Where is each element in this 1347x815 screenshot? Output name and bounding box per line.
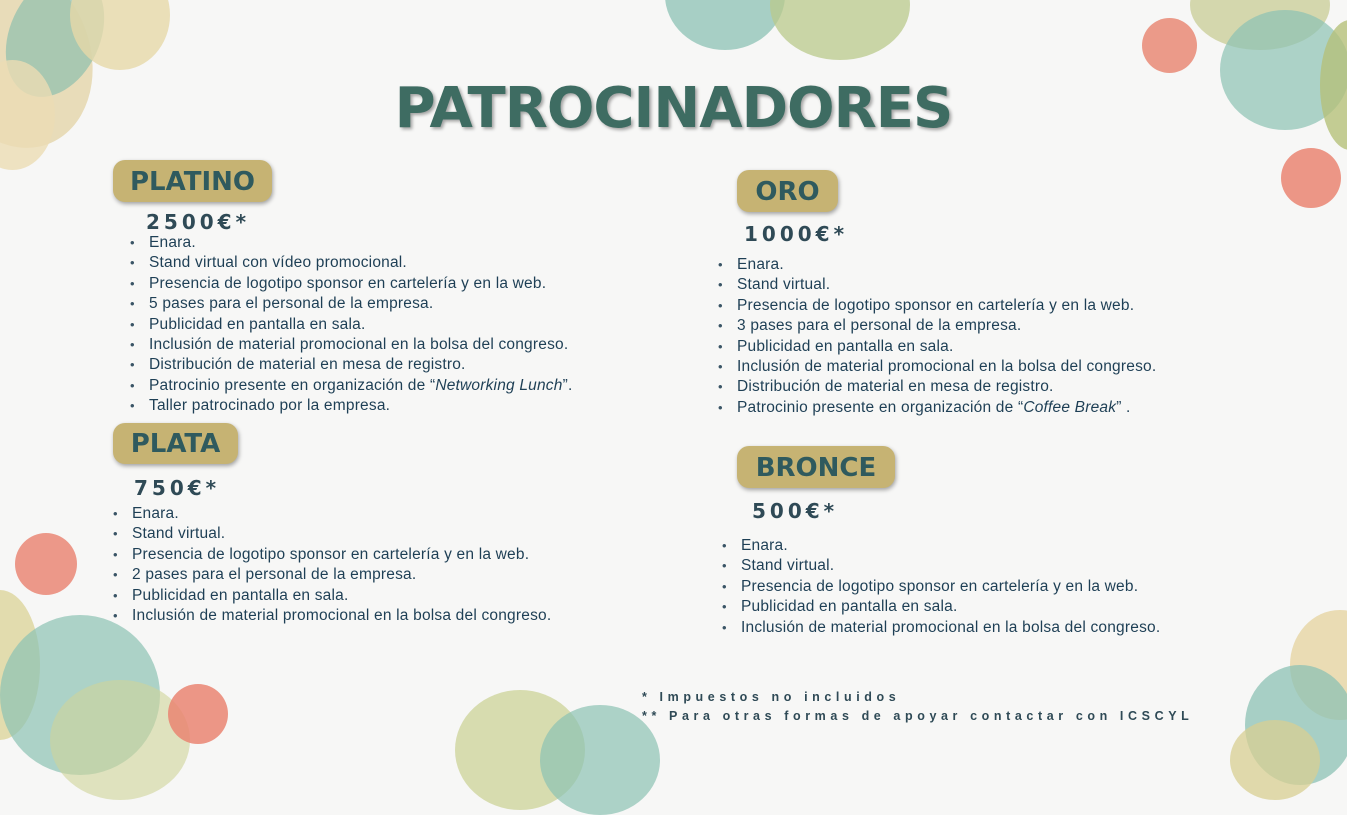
decorative-blob <box>50 680 190 800</box>
decorative-blob <box>665 0 785 50</box>
list-item: • Stand virtual con vídeo promocional. <box>130 253 572 273</box>
list-item: • Stand virtual. <box>718 275 1156 295</box>
decorative-blob <box>1230 720 1320 800</box>
decorative-blob <box>1281 148 1341 208</box>
decorative-blob <box>1142 18 1197 73</box>
list-item: • Presencia de logotipo sponsor en cartelería y en la web. <box>130 274 572 294</box>
benefit-list-oro <box>718 255 1156 418</box>
list-item: • Inclusión de material promocional en la bolsa del congreso. <box>722 618 1160 638</box>
tier-badge-bronce: BRONCE <box>737 446 895 488</box>
tier-badge-plata: PLATA <box>113 423 238 464</box>
list-item: • Inclusión de material promocional en la bolsa del congreso. <box>130 335 572 355</box>
list-item: • Enara. <box>130 233 572 253</box>
list-item: • Presencia de logotipo sponsor en cartelería y en la web. <box>113 545 551 565</box>
footnote-taxes: * Impuestos no incluidos <box>642 690 901 704</box>
list-item: • Publicidad en pantalla en sala. <box>113 586 551 606</box>
event-name: Coffee Break <box>1023 398 1117 416</box>
list-item: • Enara. <box>113 504 551 524</box>
tier-badge-platino: PLATINO <box>113 160 272 202</box>
list-item: • Taller patrocinado por la empresa. <box>130 396 572 416</box>
tier-badge-oro: ORO <box>737 170 838 212</box>
list-item: • Enara. <box>722 536 1160 556</box>
list-item: • 2 pases para el personal de la empresa. <box>113 565 551 585</box>
event-name: Networking Lunch <box>435 376 563 394</box>
benefit-list-bronce <box>722 536 1160 638</box>
decorative-blob <box>168 684 228 744</box>
list-item: • Inclusión de material promocional en la bolsa del congreso. <box>113 606 551 626</box>
list-item: • Enara. <box>718 255 1156 275</box>
decorative-blob <box>770 0 910 60</box>
list-item: • 5 pases para el personal de la empresa. <box>130 294 572 314</box>
benefit-list-platino <box>130 233 572 417</box>
list-item: • Inclusión de material promocional en la bolsa del congreso. <box>718 357 1156 377</box>
tier-price-oro: 1000€* <box>744 222 849 246</box>
list-item: • Patrocinio presente en organización de “Coffee Break” . <box>718 398 1156 418</box>
footnote-contact: ** Para otras formas de apoyar contactar con ICSCYL <box>642 709 1194 723</box>
benefit-list-plata <box>113 504 551 626</box>
tier-price-bronce: 500€* <box>752 499 839 523</box>
list-item: • Presencia de logotipo sponsor en cartelería y en la web. <box>722 577 1160 597</box>
list-item: • Publicidad en pantalla en sala. <box>722 597 1160 617</box>
list-item: • Presencia de logotipo sponsor en cartelería y en la web. <box>718 296 1156 316</box>
tier-price-plata: 750€* <box>134 476 221 500</box>
list-item: • 3 pases para el personal de la empresa. <box>718 316 1156 336</box>
list-item: • Distribución de material en mesa de registro. <box>718 377 1156 397</box>
list-item: • Stand virtual. <box>722 556 1160 576</box>
list-item: • Publicidad en pantalla en sala. <box>718 337 1156 357</box>
page-title: PATROCINADORES <box>394 76 953 141</box>
list-item: • Distribución de material en mesa de registro. <box>130 355 572 375</box>
list-item: • Stand virtual. <box>113 524 551 544</box>
tier-price-platino: 2500€* <box>146 210 251 234</box>
list-item: • Publicidad en pantalla en sala. <box>130 315 572 335</box>
decorative-blob <box>15 533 77 595</box>
list-item: • Patrocinio presente en organización de “Networking Lunch”. <box>130 376 572 396</box>
